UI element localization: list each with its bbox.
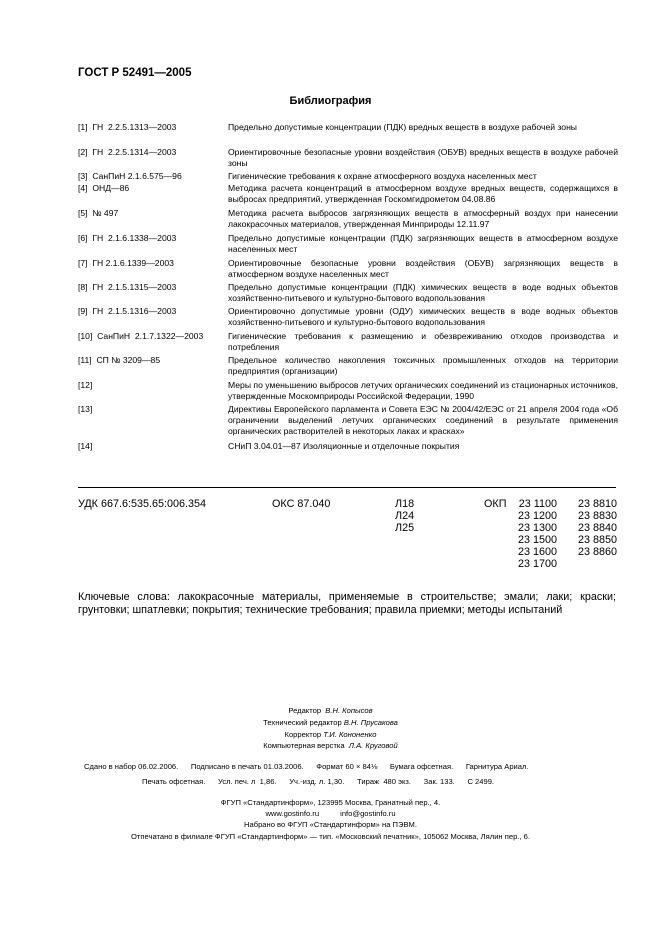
bibliography-entry-text: Предельно допустимые концентрации (ПДК) загрязняющих веществ в атмосферном воздухе населенных мест bbox=[228, 233, 618, 255]
bibliography-entry-text: Гигиенические требования к охране атмосферного воздуха населенных мест bbox=[228, 171, 537, 181]
bibliography-entry-text: Директивы Европейского парламента и Совета ЕЭС № 2004/42/ЕЭС от 21 апреля 2004 года «Об ограничении выделений летучих органических соединений в результате применения органических растворителей в некоторых лаках и красках» bbox=[228, 404, 618, 437]
okp-code-6: 23 1700 bbox=[517, 558, 557, 570]
publisher-printed: Отпечатано в филиале ФГУП «Стандартинформ» — тип. «Московский печатник», 105062 Москва, Лялин пер., 6. bbox=[131, 831, 530, 841]
bibliography-entry-text: Предельно допустимые концентрации (ПДК) химических веществ в воде водных объектов хозяйственно-питьевого и культурно-бытового водопользования bbox=[228, 282, 618, 304]
bibliography-entry-text: Методика расчета концентраций в атмосферном воздухе вредных веществ, содержащихся в выбросах предприятий, утвержденная Госкомгидрометом 04.08.86 bbox=[228, 183, 618, 205]
udk-code: УДК 667.6:535.65:006.354 bbox=[78, 498, 207, 510]
okp-code-10: 23 8850 bbox=[577, 534, 617, 546]
bibliography-entry-text: Гигиенические требования к размещению и обезвреживанию отходов производства и потребления bbox=[228, 331, 618, 353]
bibliography-entry-number: [2] ГН 2.2.5.1314—2003 bbox=[78, 147, 177, 157]
credit-editor: Редактор В.Н. Копысов bbox=[288, 706, 373, 715]
okp-code-8: 23 8830 bbox=[577, 510, 617, 522]
printing-info-line-2: Печать офсетная. Усл. печ. л 1,86. Уч.-изд. л. 1,30. Тираж 480 экз. Зак. 133. С 2499. bbox=[142, 777, 495, 786]
bibliography-entry-number: [13] bbox=[78, 404, 93, 414]
credit-proofreader: Корректор Т.И. Кононенко bbox=[284, 729, 377, 739]
bibliography-entry-number: [14] bbox=[78, 441, 93, 451]
bibliography-entry-text: Предельно допустимые концентрации (ПДК) вредных веществ в воздухе рабочей зоны bbox=[228, 122, 577, 132]
bibliography-entry-number: [5] № 497 bbox=[78, 208, 119, 218]
okp-code-2: 23 1200 bbox=[517, 510, 557, 522]
credit-layout: Компьютерная верстка Л.А. Круговой bbox=[263, 741, 398, 751]
publisher-block bbox=[0, 797, 661, 842]
printing-info-line-1: Сдано в набор 06.02.2006. Подписано в печать 01.03.2006. Формат 60 × 84⅛ Бумага офсетная. Гарнитура Ариал. bbox=[84, 762, 529, 771]
bibliography-entry-text: СНиП 3.04.01—87 Изоляционные и отделочные покрытия bbox=[228, 441, 460, 451]
bibliography-entry-number: [10] СанПиН 2.1.7.1322—2003 bbox=[78, 331, 204, 341]
bibliography-entry-number: [9] ГН 2.1.5.1316—2003 bbox=[78, 306, 177, 316]
bibliography-entry-number: [11] СП № 3209—85 bbox=[78, 355, 161, 365]
publisher-address: ФГУП «Стандартинформ», 123995 Москва, Гранатный пер., 4. bbox=[220, 798, 441, 807]
publisher-typeset: Набрано во ФГУП «Стандартинформ» на ПЭВМ. bbox=[244, 820, 417, 830]
bibliography-entry-text: Ориентировочно допустимые уровни (ОДУ) химических веществ в воде водных объектов хозяйственно-питьевого и культурно-бытового водопользования bbox=[228, 306, 618, 328]
bibliography-entry-number: [12] bbox=[78, 380, 93, 390]
bibliography-entry-number: [7] ГН 2.1.6.1339—2003 bbox=[78, 258, 174, 268]
okp-code-11: 23 8860 bbox=[577, 546, 617, 558]
credit-tech-editor: Технический редактор В.Н. Прусакова bbox=[263, 717, 398, 727]
bibliography-entry-text: Ориентировочные безопасные уровни воздействия (ОБУВ) загрязняющих веществ в атмосферном воздухе населенных мест bbox=[228, 258, 618, 280]
credits-block bbox=[0, 705, 661, 752]
bibliography-entry-number: [3] СанПиН 2.1.6.575—96 bbox=[78, 171, 182, 181]
separator-line bbox=[78, 487, 616, 488]
bibliography-entry-text: Методика расчета выбросов загрязняющих веществ в атмосферный воздух при нанесении лакокрасочных материалов, утвержденная Минприроды 12.11.97 bbox=[228, 208, 618, 230]
bibliography-entry-text: Предельное количество накопления токсичных промышленных отходов на территории предприятия (организации) bbox=[228, 355, 618, 377]
group-code-2: Л24 bbox=[395, 510, 415, 522]
bibliography-title: Библиография bbox=[289, 95, 372, 107]
bibliography-entry-number: [8] ГН 2.1.5.1315—2003 bbox=[78, 282, 177, 292]
okp-code-4: 23 1500 bbox=[517, 534, 557, 546]
okp-code-5: 23 1600 bbox=[517, 546, 557, 558]
bibliography-entry-text: Меры по уменьшению выбросов летучих органических соединений из стационарных источников, утвержденные Москомприроды Российской Федерации, 1990 bbox=[228, 380, 618, 402]
publisher-web: www.gostinfo.ru info@gostinfo.ru bbox=[265, 809, 396, 819]
okp-label: ОКП bbox=[484, 498, 507, 510]
okp-code-7: 23 8810 bbox=[577, 498, 617, 510]
bibliography-entry-text: Ориентировочные безопасные уровни воздействия (ОБУВ) вредных веществ в воздухе рабочей зоны bbox=[228, 147, 618, 169]
bibliography-entry-number: [4] ОНД—86 bbox=[78, 183, 130, 193]
okp-code-3: 23 1300 bbox=[517, 522, 557, 534]
document-code: ГОСТ Р 52491—2005 bbox=[78, 67, 192, 79]
okp-code-1: 23 1100 bbox=[518, 498, 557, 510]
bibliography-entry-number: [1] ГН 2.2.5.1313—2003 bbox=[78, 122, 177, 132]
bibliography-entry-number: [6] ГН 2.1.6.1338—2003 bbox=[78, 233, 177, 243]
group-code-3: Л25 bbox=[395, 522, 415, 534]
okp-code-9: 23 8840 bbox=[577, 522, 617, 534]
group-code-1: Л18 bbox=[395, 498, 415, 510]
keywords: Ключевые слова: лакокрасочные материалы, применяемые в строительстве; эмали; лаки; краски; грунтовки; шпатлевки; покрытия; технические требования; правила приемки; методы испытаний bbox=[78, 591, 616, 616]
oks-code: ОКС 87.040 bbox=[272, 498, 331, 510]
